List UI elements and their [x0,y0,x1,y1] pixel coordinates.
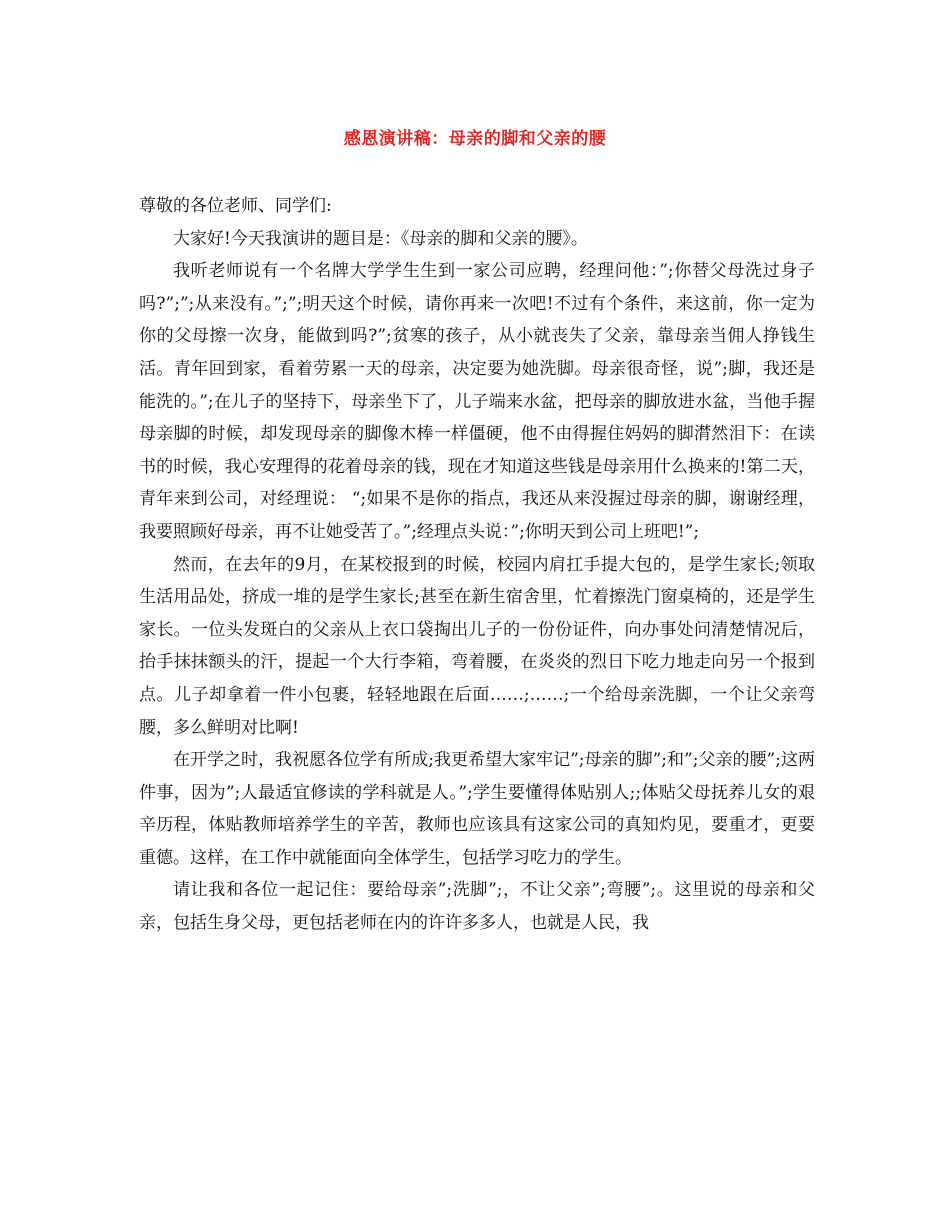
document-title: 感恩演讲稿：母亲的脚和父亲的腰 [343,129,607,149]
paragraph-story: 我听老师说有一个名牌大学学生生到一家公司应聘，经理问他：”;你替父母洗过身子吗?”;”;从来没有。”;”;明天这个时候，请你再来一次吧!不过有个条件，来这前，你一定为你的父母擦一次身，能做到吗?”;贫寒的孩子，从小就丧失了父亲，靠母亲当佣人挣钱生活。青年回到家，看着劳累一天的母亲，决定要为她洗脚。母亲很奇怪，说”;脚，我还是能洗的。”;在儿子的坚持下，母亲坐下了，儿子端来水盆，把母亲的脚放进水盆，当他手握母亲脚的时候，却发现母亲的脚像木棒一样僵硬，他不由得握住妈妈的脚潸然泪下：在读书的时候，我心安理得的花着母亲的钱，现在才知道这些钱是母亲用什么换来的!第二天，青年来到公司，对经理说： “;如果不是你的指点，我还从来没握过母亲的脚，谢谢经理，我要照顾好母亲，再不让她受苦了。”;经理点头说：”;你明天到公司上班吧!”; [139,261,815,542]
document-body [139,190,815,940]
paragraph-wish: 在开学之时，我祝愿各位学有所成;我更希望大家牢记”;母亲的脚”;和”;父亲的腰”;这两件事，因为”;人最适宜修读的学科就是人。”;学生要懂得体贴别人;;体贴父母抚养儿女的艰辛历程，体贴教师培养学生的辛苦，教师也应该具有这家公司的真知灼见，要重才，更要重德。这样，在工作中就能面向全体学生，包括学习吃力的学生。 [139,750,815,868]
paragraph-greeting: 大家好!今天我演讲的题目是：《母亲的脚和父亲的腰》。 [173,228,588,249]
paragraph-contrast: 然而，在去年的9月，在某校报到的时候，校园内肩扛手提大包的，是学生家长;领取生活用品处，挤成一堆的是学生家长;甚至在新生宿舍里，忙着擦洗门窗桌椅的，还是学生家长。一位头发斑白的父亲从上衣口袋掏出儿子的一份份证件，向办事处问清楚情况后，抬手抹抹额头的汗，提起一个大行李箱，弯着腰，在炎炎的烈日下吃力地走向另一个报到点。儿子却拿着一件小包裹，轻轻地跟在后面……;……;一个给母亲洗脚，一个让父亲弯腰，多么鲜明对比啊! [139,554,815,738]
salutation: 尊敬的各位老师、同学们: [139,196,332,216]
paragraph-remember: 请让我和各位一起记住：要给母亲”;洗脚”;，不让父亲”;弯腰”;。这里说的母亲和父亲，包括生身父母，更包括老师在内的许许多多人，也就是人民，我 [139,880,815,934]
